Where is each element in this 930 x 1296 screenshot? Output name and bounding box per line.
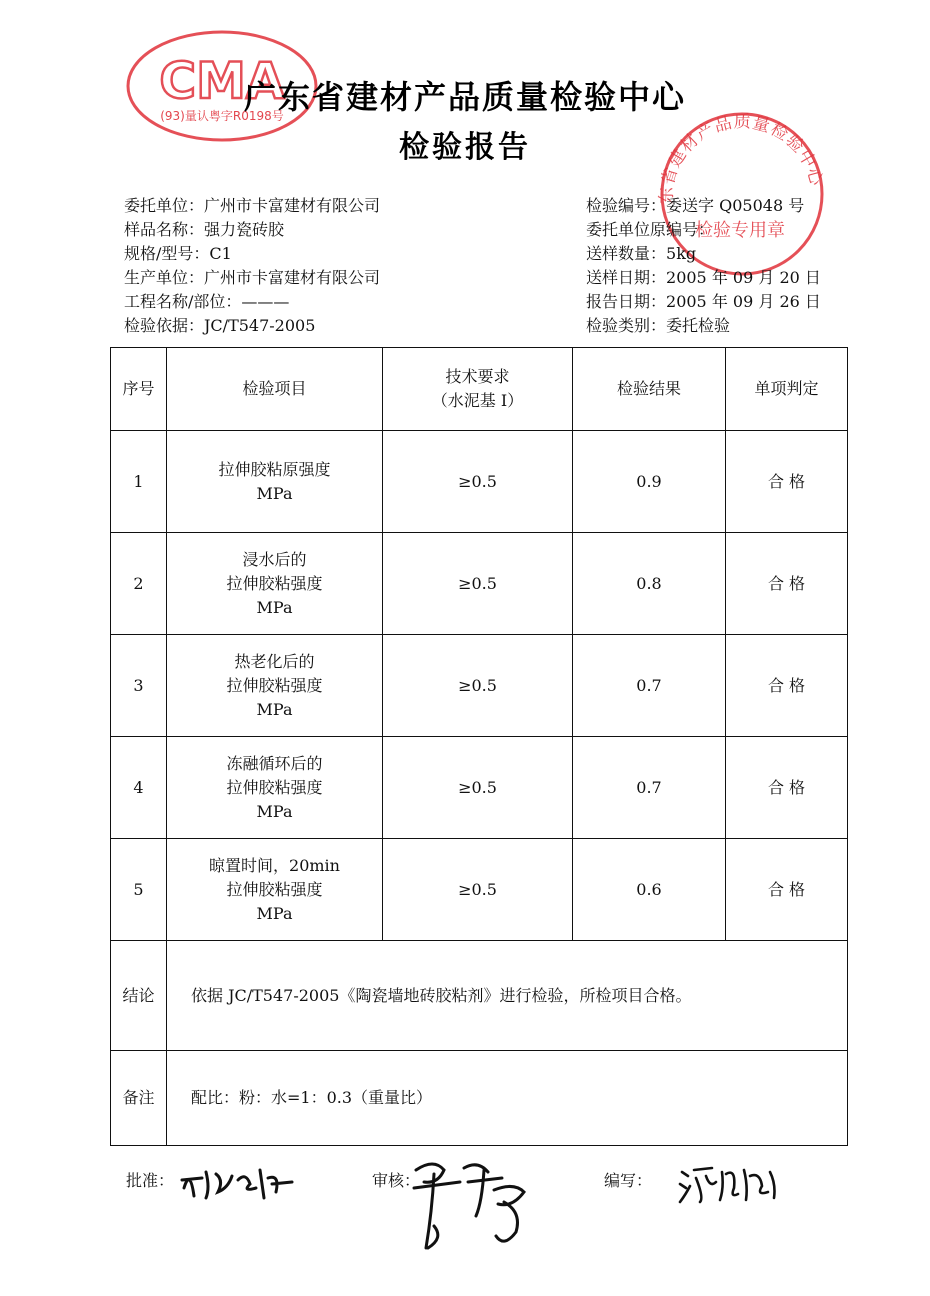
row-no: 4 [111, 737, 167, 839]
header-judgement: 单项判定 [726, 348, 848, 431]
info-right-block [586, 194, 821, 338]
row-judgement: 合 格 [726, 431, 848, 533]
info-project: 工程名称/部位：——— [124, 292, 290, 311]
row-requirement: ≥0.5 [383, 533, 573, 635]
approve-label: 批准： [126, 1171, 175, 1190]
info-receive-date: 送样日期：2005 年 09 月 20 日 [586, 268, 821, 287]
seal-center-text: 检验专用章 [695, 220, 785, 241]
review-label: 审核： [372, 1171, 421, 1190]
table-row [111, 635, 848, 737]
row-judgement: 合 格 [726, 533, 848, 635]
table-row [111, 431, 848, 533]
reviewer-signature [404, 1152, 544, 1260]
cma-logo-letters: CMA [159, 52, 285, 110]
table-header-row [111, 348, 848, 431]
info-report-date: 报告日期：2005 年 09 月 26 日 [586, 292, 821, 311]
conclusion-text: 依据 JC/T547-2005《陶瓷墙地砖胶粘剂》进行检验，所检项目合格。 [167, 941, 848, 1051]
row-no: 2 [111, 533, 167, 635]
remark-label: 备注 [111, 1051, 167, 1146]
header-no: 序号 [111, 348, 167, 431]
row-requirement: ≥0.5 [383, 635, 573, 737]
table-row [111, 839, 848, 941]
row-judgement: 合 格 [726, 635, 848, 737]
conclusion-row [111, 941, 848, 1051]
row-judgement: 合 格 [726, 737, 848, 839]
row-item: 拉伸胶粘原强度 MPa [167, 431, 383, 533]
row-item: 冻融循环后的 拉伸胶粘强度 MPa [167, 737, 383, 839]
info-manufacturer: 生产单位：广州市卡富建材有限公司 [124, 268, 381, 287]
row-result: 0.8 [573, 533, 726, 635]
svg-text:东省建材产品质量检验中心 [657, 112, 827, 204]
info-sample-name: 样品名称：强力瓷砖胶 [124, 220, 285, 239]
row-result: 0.7 [573, 635, 726, 737]
info-sample-quantity: 送样数量：5kg [586, 244, 697, 263]
info-report-number: 检验编号：委送字 Q05048 号 [586, 196, 805, 215]
header-requirement: 技术要求 （水泥基 Ⅰ） [383, 348, 573, 431]
approver-signature [176, 1158, 306, 1208]
conclusion-label: 结论 [111, 941, 167, 1051]
preparer-signature [676, 1158, 788, 1208]
row-result: 0.9 [573, 431, 726, 533]
row-item: 晾置时间，20min 拉伸胶粘强度 MPa [167, 839, 383, 941]
cma-stamp-number: (93)量认粤字R0198号 [160, 109, 284, 123]
info-inspection-type: 检验类别：委托检验 [586, 316, 731, 335]
row-judgement: 合 格 [726, 839, 848, 941]
prepare-label: 编写： [604, 1171, 653, 1190]
info-model: 规格/型号：C1 [124, 244, 232, 263]
info-client: 委托单位：广州市卡富建材有限公司 [124, 196, 381, 215]
remark-row [111, 1051, 848, 1146]
report-subtitle: 检验报告 [399, 130, 531, 165]
info-standard: 检验依据：JC/T547-2005 [124, 316, 316, 335]
header-result: 检验结果 [573, 348, 726, 431]
row-requirement: ≥0.5 [383, 839, 573, 941]
report-title: 广东省建材产品质量检验中心 [243, 78, 686, 116]
results-table [110, 347, 848, 1146]
table-row [111, 533, 848, 635]
row-requirement: ≥0.5 [383, 737, 573, 839]
row-no: 5 [111, 839, 167, 941]
info-client-original-number: 委托单位原编号： [586, 220, 715, 239]
row-no: 3 [111, 635, 167, 737]
header-item: 检验项目 [167, 348, 383, 431]
row-result: 0.7 [573, 737, 726, 839]
seal-ring-text: 东省建材产品质量检验中心 [656, 112, 827, 205]
row-result: 0.6 [573, 839, 726, 941]
remark-text: 配比：粉：水=1：0.3（重量比） [167, 1051, 848, 1146]
row-item: 浸水后的 拉伸胶粘强度 MPa [167, 533, 383, 635]
row-item: 热老化后的 拉伸胶粘强度 MPa [167, 635, 383, 737]
info-left-block [124, 194, 380, 338]
row-no: 1 [111, 431, 167, 533]
row-requirement: ≥0.5 [383, 431, 573, 533]
table-row [111, 737, 848, 839]
